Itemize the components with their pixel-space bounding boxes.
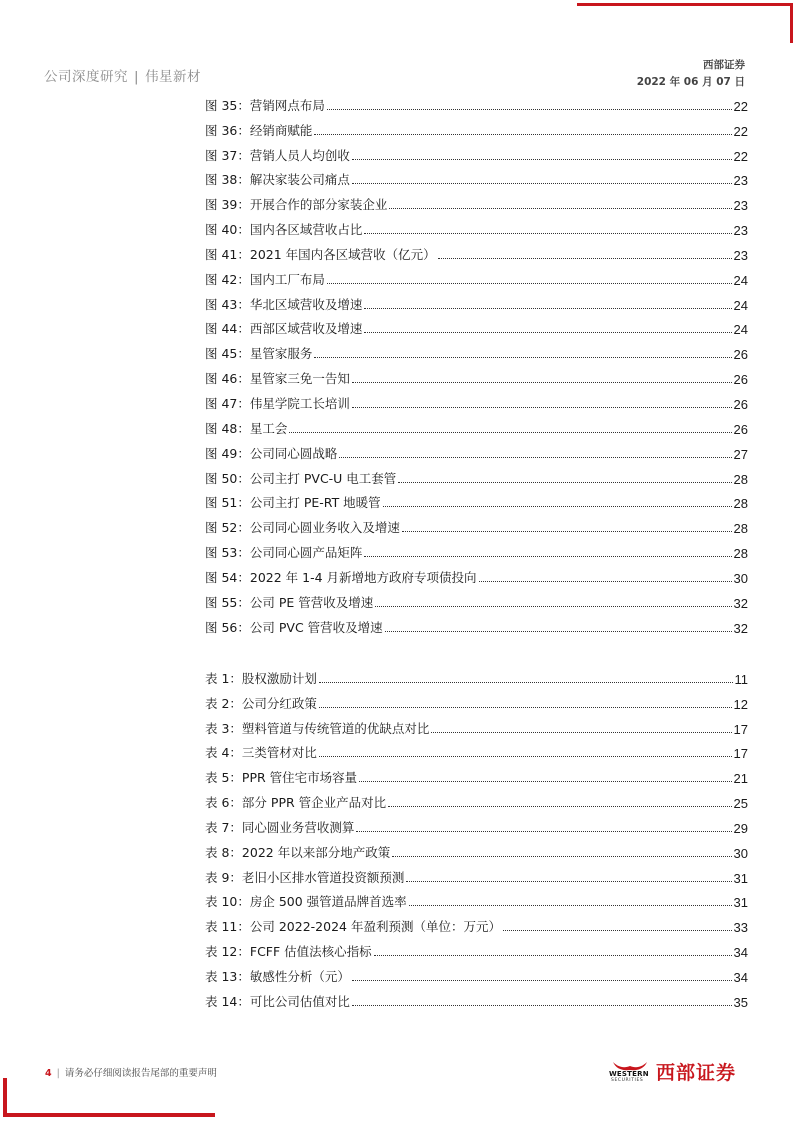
toc-dot-leader xyxy=(503,930,732,931)
toc-dot-leader xyxy=(339,457,731,458)
toc-entry-page: 24 xyxy=(733,322,748,338)
corner-accent-bottom-left-vertical xyxy=(3,1078,7,1117)
toc-entry-title: 图 35：营销网点布局 xyxy=(205,97,325,113)
table-toc-entry[interactable] xyxy=(205,985,748,1010)
toc-entry-title: 表 6：部分 PPR 管企业产品对比 xyxy=(205,795,387,811)
table-toc-entry[interactable] xyxy=(205,687,748,712)
toc-entry-page: 30 xyxy=(733,570,748,586)
table-toc-entry[interactable] xyxy=(205,712,748,737)
table-toc-entry[interactable] xyxy=(205,935,748,960)
toc-entry-page: 33 xyxy=(733,920,748,936)
toc-dot-leader xyxy=(409,905,732,906)
toc-dot-leader xyxy=(356,831,731,832)
table-toc-entry[interactable] xyxy=(205,886,748,911)
figure-toc-entry[interactable] xyxy=(205,511,748,536)
toc-entry-page: 31 xyxy=(733,895,748,911)
figure-toc-entry[interactable] xyxy=(205,462,748,487)
toc-dot-leader xyxy=(364,556,731,557)
toc-dot-leader xyxy=(359,781,731,782)
toc-entry-title: 图 41：2021 年国内各区域营收（亿元） xyxy=(205,246,436,262)
figure-toc-entry[interactable] xyxy=(205,412,748,437)
figure-toc-entry[interactable] xyxy=(205,337,748,362)
header-brand-block xyxy=(637,57,745,89)
table-toc-entry[interactable] xyxy=(205,786,748,811)
toc-entry-title: 图 42：国内工厂布局 xyxy=(205,271,325,287)
toc-entry-page: 17 xyxy=(733,746,748,762)
figure-toc-entry[interactable] xyxy=(205,487,748,512)
toc-dot-leader xyxy=(364,308,731,309)
table-toc-entry[interactable] xyxy=(205,861,748,886)
toc-dot-leader xyxy=(438,258,732,259)
toc-dot-leader xyxy=(327,283,732,284)
toc-entry-title: 图 50：公司主打 PVC-U 电工套管 xyxy=(205,470,397,486)
toc-dot-leader xyxy=(364,233,731,234)
toc-dot-leader xyxy=(374,955,732,956)
toc-entry-page: 29 xyxy=(733,820,748,836)
toc-dot-leader xyxy=(352,1005,732,1006)
page-number: 4 xyxy=(45,1068,52,1079)
toc-entry-page: 23 xyxy=(733,173,748,189)
figure-toc-entry[interactable] xyxy=(205,238,748,263)
figure-toc-entry[interactable] xyxy=(205,263,748,288)
logo-chinese-name: 西部证券 xyxy=(656,1062,737,1084)
toc-entry-page: 34 xyxy=(733,945,748,961)
figure-toc-list xyxy=(205,89,748,636)
report-type: 公司深度研究 xyxy=(44,69,128,85)
toc-entry-title: 图 52：公司同心圆业务收入及增速 xyxy=(205,520,400,536)
toc-entry-page: 26 xyxy=(733,347,748,363)
toc-dot-leader xyxy=(352,980,732,981)
toc-entry-title: 图 48：星工会 xyxy=(205,420,288,436)
toc-entry-page: 12 xyxy=(733,696,748,712)
toc-entry-title: 图 40：国内各区域营收占比 xyxy=(205,222,363,238)
toc-entry-page: 24 xyxy=(733,272,748,288)
toc-entry-page: 32 xyxy=(733,595,748,611)
toc-entry-title: 图 51：公司主打 PE-RT 地暖管 xyxy=(205,495,381,511)
toc-dot-leader xyxy=(319,756,732,757)
toc-entry-title: 图 38：解决家装公司痛点 xyxy=(205,172,350,188)
company-name: 伟星新材 xyxy=(145,69,202,85)
toc-entry-title: 图 56：公司 PVC 管营收及增速 xyxy=(205,619,383,635)
toc-dot-leader xyxy=(388,806,731,807)
table-toc-entry[interactable] xyxy=(205,662,748,687)
figure-toc-entry[interactable] xyxy=(205,139,748,164)
toc-dot-leader xyxy=(389,208,731,209)
figure-toc-entry[interactable] xyxy=(205,213,748,238)
toc-entry-title: 图 37：营销人员人均创收 xyxy=(205,147,350,163)
toc-entry-title: 表 3：塑料管道与传统管道的优缺点对比 xyxy=(205,720,430,736)
toc-entry-page: 21 xyxy=(733,771,748,787)
report-header xyxy=(44,65,201,85)
header-brand: 西部证券 xyxy=(703,59,745,71)
toc-entry-page: 31 xyxy=(733,870,748,886)
figure-toc-entry[interactable] xyxy=(205,561,748,586)
toc-entry-title: 图 39：开展合作的部分家装企业 xyxy=(205,197,388,213)
toc-entry-page: 22 xyxy=(733,148,748,164)
toc-entry-title: 表 2：公司分红政策 xyxy=(205,695,317,711)
toc-entry-title: 图 36：经销商赋能 xyxy=(205,122,313,138)
figure-toc-entry[interactable] xyxy=(205,114,748,139)
toc-entry-title: 表 13：敏感性分析（元） xyxy=(205,968,350,984)
toc-entry-page: 28 xyxy=(733,521,748,537)
toc-entry-page: 11 xyxy=(734,671,748,687)
toc-dot-leader xyxy=(383,506,732,507)
toc-dot-leader xyxy=(479,581,732,582)
toc-entry-title: 图 45：星管家服务 xyxy=(205,346,313,362)
toc-entry-title: 表 4：三类管材对比 xyxy=(205,745,317,761)
toc-entry-title: 表 11：公司 2022-2024 年盈利预测（单位：万元） xyxy=(205,919,501,935)
table-toc-entry[interactable] xyxy=(205,836,748,861)
toc-dot-leader xyxy=(352,382,732,383)
toc-dot-leader xyxy=(398,482,731,483)
toc-entry-page: 24 xyxy=(733,297,748,313)
toc-dot-leader xyxy=(319,682,733,683)
toc-entry-title: 表 9：老旧小区排水管道投资额预测 xyxy=(205,869,405,885)
figure-toc-entry[interactable] xyxy=(205,288,748,313)
toc-entry-page: 25 xyxy=(733,796,748,812)
corner-accent-bottom-left xyxy=(3,1113,215,1117)
table-toc-entry[interactable] xyxy=(205,737,748,762)
toc-dot-leader xyxy=(352,183,732,184)
toc-entry-page: 17 xyxy=(733,721,748,737)
figure-toc-entry[interactable] xyxy=(205,387,748,412)
table-toc-entry[interactable] xyxy=(205,811,748,836)
toc-entry-page: 28 xyxy=(733,471,748,487)
table-toc-entry[interactable] xyxy=(205,910,748,935)
toc-entry-page: 35 xyxy=(733,994,748,1010)
toc-entry-page: 22 xyxy=(733,98,748,114)
toc-entry-title: 表 10：房企 500 强管道品牌首选率 xyxy=(205,894,407,910)
toc-entry-title: 表 12：FCFF 估值法核心指标 xyxy=(205,944,372,960)
figure-toc-entry[interactable] xyxy=(205,313,748,338)
toc-dot-leader xyxy=(352,159,732,160)
toc-entry-title: 表 8：2022 年以来部分地产政策 xyxy=(205,844,391,860)
toc-dot-leader xyxy=(364,332,731,333)
toc-dot-leader xyxy=(327,109,732,110)
western-securities-logo xyxy=(609,1056,751,1086)
toc-entry-title: 图 55：公司 PE 管营收及增速 xyxy=(205,594,374,610)
toc-entry-page: 23 xyxy=(733,223,748,239)
report-date: 2022 年 06 月 07 日 xyxy=(636,76,745,88)
toc-entry-page: 23 xyxy=(733,198,748,214)
toc-entry-page: 32 xyxy=(733,620,748,636)
toc-entry-title: 图 44：西部区域营收及增速 xyxy=(205,321,363,337)
toc-entry-page: 27 xyxy=(733,446,748,462)
figure-toc-entry[interactable] xyxy=(205,536,748,561)
toc-entry-title: 表 14：可比公司估值对比 xyxy=(205,993,350,1009)
toc-entry-page: 22 xyxy=(733,123,748,139)
toc-entry-title: 图 47：伟星学院工长培训 xyxy=(205,395,350,411)
corner-accent-top-right xyxy=(577,3,793,6)
toc-dot-leader xyxy=(314,357,731,358)
toc-entry-page: 28 xyxy=(733,546,748,562)
table-toc-list xyxy=(205,662,748,1010)
toc-dot-leader xyxy=(402,531,732,532)
table-toc-entry[interactable] xyxy=(205,761,748,786)
figure-toc-entry[interactable] xyxy=(205,362,748,387)
page-footer xyxy=(45,1065,217,1079)
toc-dot-leader xyxy=(319,707,732,708)
toc-dot-leader xyxy=(375,606,731,607)
table-toc-entry[interactable] xyxy=(205,960,748,985)
toc-entry-title: 图 53：公司同心圆产品矩阵 xyxy=(205,545,363,561)
toc-entry-page: 30 xyxy=(733,845,748,861)
toc-dot-leader xyxy=(406,881,731,882)
toc-entry-page: 34 xyxy=(733,969,748,985)
figure-toc-entry[interactable] xyxy=(205,437,748,462)
figure-toc-entry[interactable] xyxy=(205,586,748,611)
toc-entry-page: 28 xyxy=(733,496,748,512)
toc-dot-leader xyxy=(352,407,732,408)
toc-dot-leader xyxy=(385,631,732,632)
toc-dot-leader xyxy=(314,134,731,135)
toc-entry-title: 图 49：公司同心圆战略 xyxy=(205,445,338,461)
toc-entry-page: 23 xyxy=(733,247,748,263)
toc-entry-title: 图 54：2022 年 1-4 月新增地方政府专项债投向 xyxy=(205,569,477,585)
toc-dot-leader xyxy=(392,856,731,857)
footer-separator: | xyxy=(56,1068,60,1079)
toc-entry-title: 表 5：PPR 管住宅市场容量 xyxy=(205,770,358,786)
figure-toc-entry[interactable] xyxy=(205,89,748,114)
toc-entry-title: 表 1：股权激励计划 xyxy=(205,670,317,686)
toc-dot-leader xyxy=(289,432,731,433)
figure-toc-entry[interactable] xyxy=(205,611,748,636)
toc-entry-page: 26 xyxy=(733,396,748,412)
toc-entry-title: 表 7：同心圆业务营收测算 xyxy=(205,819,355,835)
toc-entry-page: 26 xyxy=(733,372,748,388)
logo-english-subtitle: SECURITIES xyxy=(611,1078,644,1083)
logo-english-name: WESTERN xyxy=(609,1070,649,1078)
toc-entry-title: 图 46：星管家三免一告知 xyxy=(205,371,350,387)
footer-disclaimer: 请务必仔细阅读报告尾部的重要声明 xyxy=(64,1068,217,1079)
toc-entry-title: 图 43：华北区域营收及增速 xyxy=(205,296,363,312)
figure-toc-entry[interactable] xyxy=(205,164,748,189)
header-separator: | xyxy=(134,69,140,85)
figure-toc-entry[interactable] xyxy=(205,188,748,213)
toc-dot-leader xyxy=(431,732,731,733)
toc-entry-page: 26 xyxy=(733,421,748,437)
